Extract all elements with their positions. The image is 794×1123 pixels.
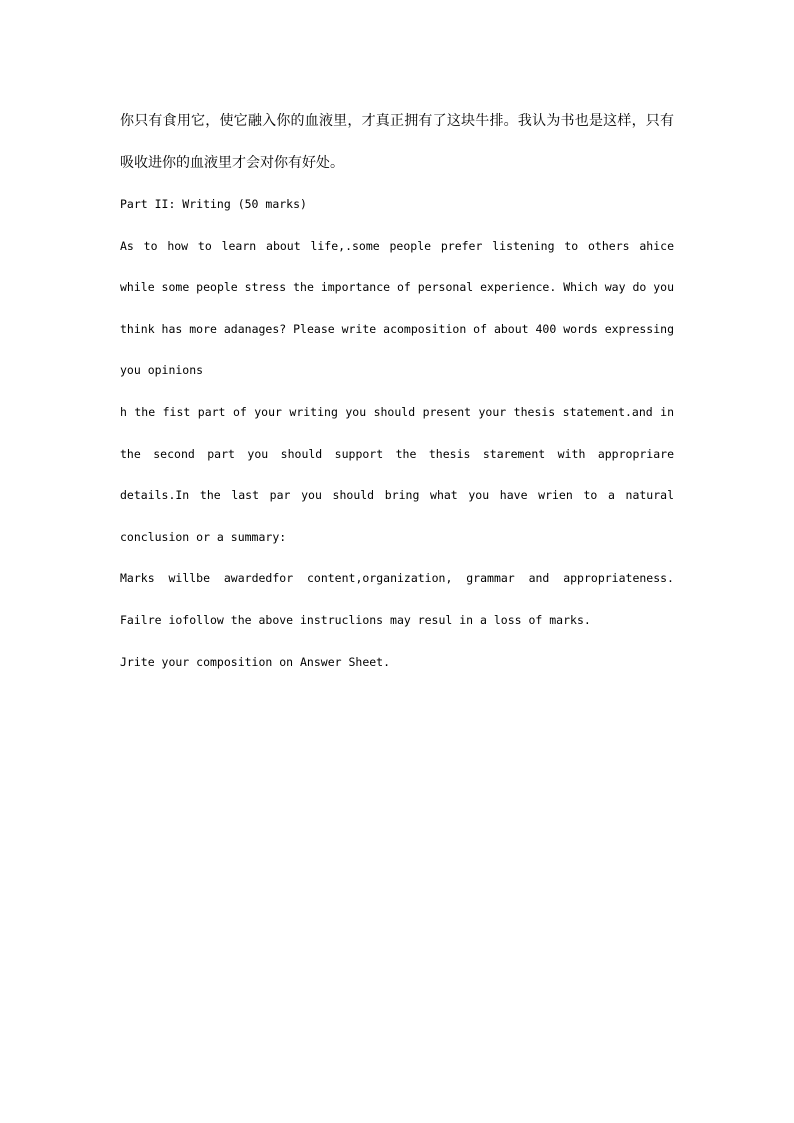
instruction-paragraph: h the fist part of your writing you should present your thesis statement.and in the second part you should support the thesis starement with appropriare details.In the last par you should bring what you have wrien to a natural conclusion or a summary: [120, 404, 674, 544]
document-body [120, 100, 674, 683]
chinese-text-line-2: 吸收进你的血液里才会对你有好处。 [120, 155, 344, 171]
part-heading: Part II: Writing (50 marks) [120, 197, 307, 211]
answer-sheet-line: Jrite your composition on Answer Sheet. [120, 654, 391, 669]
marks-paragraph: Marks willbe awardedfor content,organization, grammar and appropriateness. Failre iofollow the above instruclions may resul in a loss of marks. [120, 571, 674, 627]
chinese-text-line-1: 你只有食用它，使它融入你的血液里，才真正拥有了这块牛排。我认为书也是这样，只有 [120, 113, 674, 129]
prompt-paragraph: As to how to learn about life,.some people prefer listening to others ahice while some people stress the importance of personal experience. Which way do you think has more adanages? Please write acomposition of about 400 words expressing you opinions [120, 238, 674, 378]
